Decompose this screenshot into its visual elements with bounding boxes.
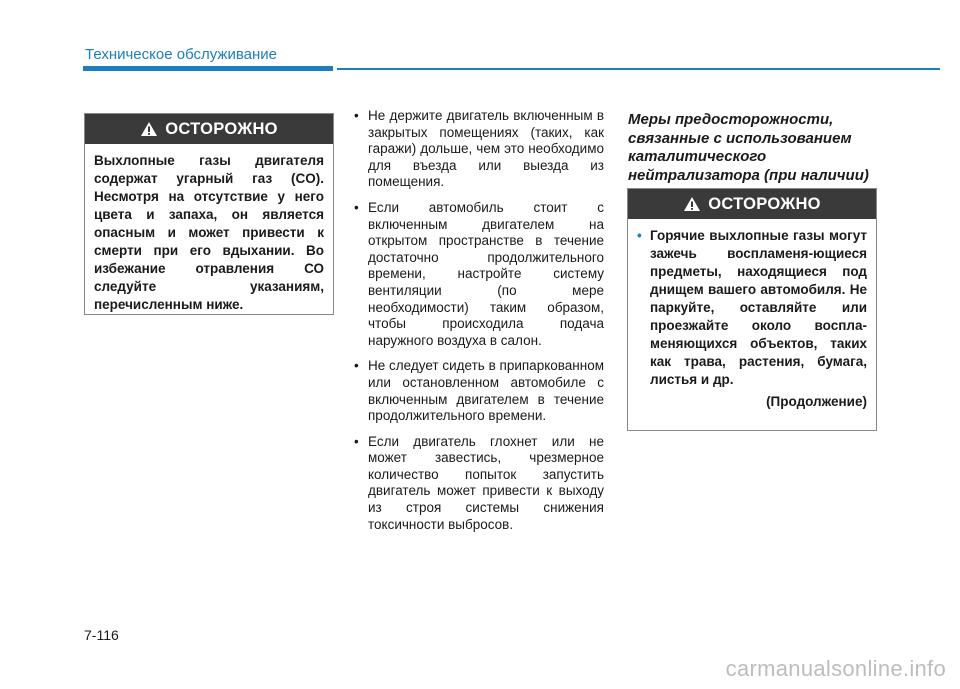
- header-rule-accent: [83, 66, 333, 71]
- watermark: carmanualsonline.info: [725, 656, 946, 681]
- page-number: 7-116: [84, 627, 119, 643]
- warning-header: [628, 189, 876, 219]
- warning-text: Выхлопные газы двигателя содержат угарный газ (CO). Несмотря на отсутствие у него цвета и запаха, он является опасным и может привести к смерти при его вдыхании. Во избежание отравления СО следуйте указаниям, перечисленным ниже.: [94, 153, 324, 312]
- bullet-icon: •: [637, 228, 642, 243]
- list-item: [354, 434, 604, 534]
- bullet-icon: •: [354, 108, 359, 123]
- precautions-list: [354, 108, 604, 542]
- list-item-text: Если автомобиль стоит с включенным двигателем на открытом пространстве в течение достаточно продолжительного времени, настройте систему вентиляции (по мере необходимости) таким образом, чтобы происходила подача наружного воздуха в салон.: [368, 199, 604, 348]
- list-item: [354, 358, 604, 424]
- list-item: [354, 200, 604, 349]
- warning-text: [628, 219, 876, 411]
- bullet-icon: •: [354, 433, 359, 449]
- bullet-icon: •: [354, 358, 359, 374]
- warning-header: [85, 114, 333, 144]
- continued-label: (Продолжение): [766, 394, 867, 409]
- warning-heading: ОСТОРОЖНО: [165, 119, 278, 138]
- warning-box-catalyst: [627, 188, 877, 431]
- header-rule-line: [337, 68, 940, 70]
- warning-triangle-icon: [683, 196, 701, 212]
- list-item: [354, 108, 604, 191]
- list-item: [637, 227, 867, 389]
- list-item-text: Не следует сидеть в припаркованном или остановленном автомобиле с включенным двигателем в течение продолжительного времени.: [368, 358, 604, 424]
- list-item-text: Если двигатель глохнет или не может завестись, чрезмерное количество попыток запустить двигатель может привести к выходу из строя системы снижения токсичности выбросов.: [368, 433, 604, 532]
- list-item-text: Горячие выхлопные газы могут зажечь воспламеня-ющиеся предметы, находящиеся под днищем вашего автомобиля. Не паркуйте, оставляйте или проезжайте около воспла-меняющихся объектов, таких как трава, растения, бумага, листья и др.: [650, 228, 867, 387]
- warning-triangle-icon: [140, 121, 158, 137]
- catalyst-section-heading: Меры предосторожности, связанные с использованием каталитического нейтрализатора (при наличии): [628, 111, 869, 184]
- warning-box-co: [84, 113, 334, 315]
- bullet-icon: •: [354, 199, 359, 215]
- section-title: Техническое обслуживание: [85, 46, 277, 63]
- list-item-text: Не держите двигатель включенным в закрытых помещениях (таких, как гаражи) дольше, чем это необходимо для въезда или выезда из помещения.: [368, 108, 604, 190]
- warning-heading: ОСТОРОЖНО: [708, 194, 821, 213]
